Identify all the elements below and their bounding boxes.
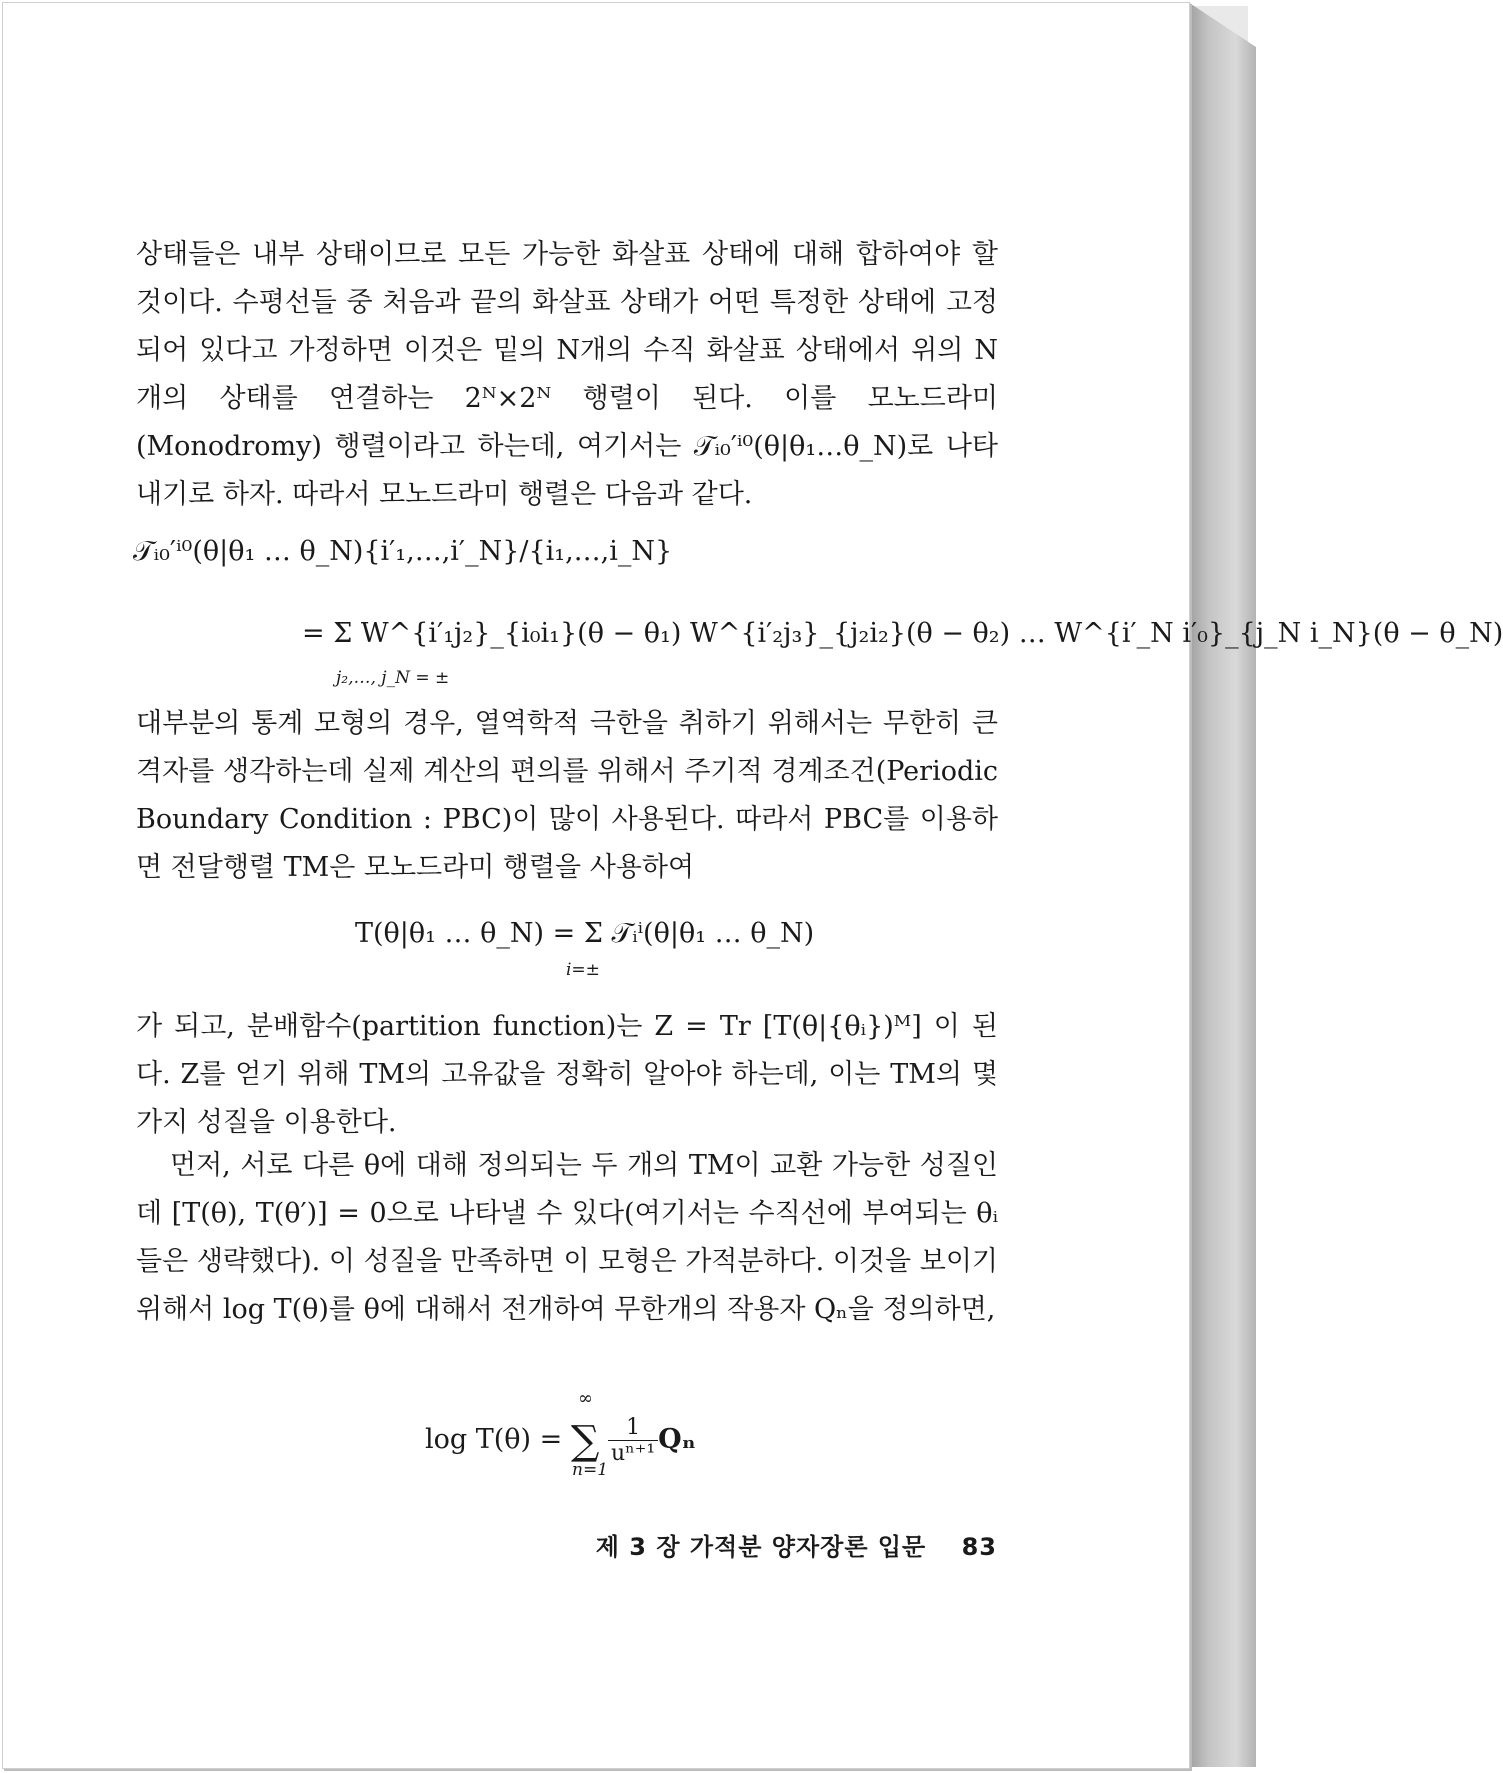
log-lhs: log T(θ) = bbox=[425, 1424, 571, 1455]
monodromy-equation-lhs: 𝒯ᵢ₀′ⁱ⁰(θ|θ₁ … θ_N){i′₁,…,i′_N}/{i₁,…,i_N} bbox=[133, 536, 673, 567]
book-page-edge bbox=[1188, 2, 1256, 1767]
paragraph-partition-function: 가 되고, 분배함수(partition function)는 Z = Tr [T(θ|{θᵢ})ᴹ] 이 된다. Z를 얻기 위해 TM의 고유값을 정확히 알아야 하는데, 이는 TM의 몇 가지 성질을 이용한다. bbox=[136, 1011, 998, 1138]
log-sum-upper-limit: ∞ bbox=[578, 1388, 593, 1409]
paragraph-periodic-boundary: 대부분의 통계 모형의 경우, 열역학적 극한을 취하기 위해서는 무한히 큰 격자를 생각하는데 실제 계산의 편의를 위해서 주기적 경계조건(Periodic Boundary Condition : PBC)이 많이 사용된다. 따라서 PBC를 이용하면 전달행렬 TM은 모노드라미 행렬을 사용하여 bbox=[136, 708, 998, 883]
log-fraction-denominator: uⁿ⁺¹ bbox=[611, 1441, 656, 1466]
log-fraction-numerator: 1 bbox=[608, 1415, 658, 1441]
log-fraction bbox=[608, 1415, 658, 1466]
paragraph-commuting-tm: 먼저, 서로 다른 θ에 대해 정의되는 두 개의 TM이 교환 가능한 성질인데 [T(θ), T(θ′)] = 0으로 나타낼 수 있다(여기서는 수직선에 부여되는 θᵢ들은 생략했다). 이 성질을 만족하면 이 모형은 가적분하다. 이것을 보이기 위해서 log T(θ)를 θ에 대해서 전개하여 무한개의 작용자 Qₙ을 정의하면, bbox=[136, 1150, 998, 1325]
log-sum-lower-limit: n=1 bbox=[572, 1460, 609, 1480]
page-number: 83 bbox=[961, 1533, 997, 1561]
monodromy-sum-index: j₂,…, j_N = ± bbox=[336, 668, 450, 688]
monodromy-equation-rhs: = Σ W^{i′₁j₂}_{i₀i₁}(θ − θ₁) W^{i′₂j₃}_{j₂i₂}(θ − θ₂) … W^{i′_N i′₀}_{j_N i_N}(θ − θ_N) bbox=[302, 618, 1503, 649]
transfer-matrix-equation: T(θ|θ₁ … θ_N) = Σ 𝒯ᵢⁱ(θ|θ₁ … θ_N) bbox=[355, 918, 815, 949]
transfer-sum-index: i=± bbox=[566, 960, 600, 980]
sigma-symbol: ∑ bbox=[570, 1418, 600, 1464]
chapter-title: 제 3 장 가적분 양자장론 입문 bbox=[595, 1533, 927, 1561]
paragraph-monodromy-intro: 상태들은 내부 상태이므로 모든 가능한 화살표 상태에 대해 합하여야 할 것이다. 수평선들 중 처음과 끝의 화살표 상태가 어떤 특정한 상태에 고정되어 있다고 가정하면 이것은 밑의 N개의 수직 화살표 상태에서 위의 N개의 상태를 연결하는 2ᴺ×2ᴺ 행렬이 된다. 이를 모노드라미(Monodromy) 행렬이라고 하는데, 여기서는 𝒯ᵢ₀′ⁱ⁰(θ|θ₁…θ_N)로 나타내기로 하자. 따라서 모노드라미 행렬은 다음과 같다. bbox=[136, 239, 998, 510]
page-footer bbox=[596, 1527, 997, 1562]
log-tail: Qₙ bbox=[658, 1424, 696, 1455]
log-transfer-equation bbox=[425, 1415, 696, 1466]
